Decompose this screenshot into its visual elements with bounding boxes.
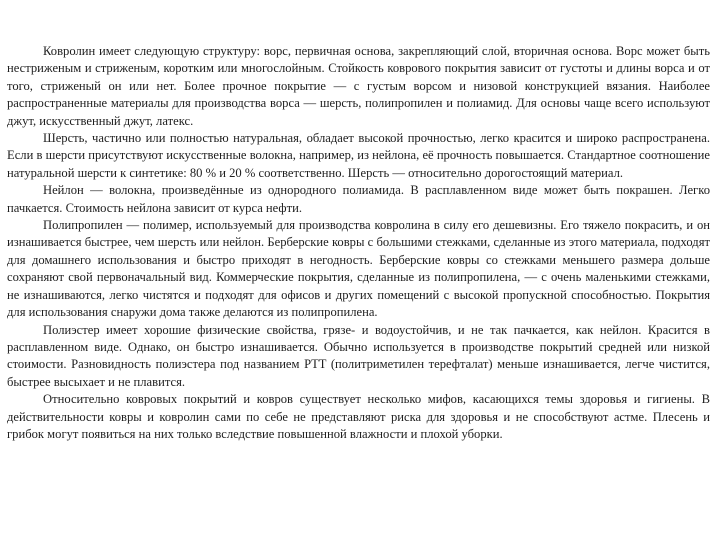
paragraph-structure: Ковролин имеет следующую структуру: ворс, первичная основа, закрепляющий слой, вторичная основа. Ворс может быть нестриженым и стриженым, коротким или многослойным. Стойкость коврового покрытия зависит от густоты и длины ворса и от того, стриженый он или нет. Более прочное покрытие — с густым ворсом и низовой конструкцией вязания. Наиболее распространенные материалы для производства ворса — шерсть, полипропилен и полиамид. Для основы чаще всего используют джут, искусственный джут, латекс. [7, 44, 710, 128]
paragraph-polyester: Полиэстер имеет хорошие физические свойства, грязе- и водоустойчив, и не так пачкается, как нейлон. Красится в расплавленном виде. Однако, он быстро изнашивается. Обычно используется в производстве покрытий средней или низкой стоимости. Разновидность полиэстера под названием PTT (политриметилен терефталат) меньше изнашивается, легче чистится, быстрее высыхает и не плавится. [7, 322, 710, 389]
paragraph-health-myths: Относительно ковровых покрытий и ковров существует несколько мифов, касающихся темы здоровья и гигиены. В действительности ковры и ковролин сами по себе не представляют риска для здоровья и не способствуют астме. Плесень и грибок могут появиться на них только вследствие повышенной влажности и плохой уборки. [7, 392, 710, 441]
document-page [7, 43, 710, 443]
paragraph-polypropylene: Полипропилен — полимер, используемый для производства ковролина в силу его дешевизны. Его тяжело покрасить, и он изнашивается быстрее, чем шерсть или нейлон. Берберские ковры с большими стежками, сделанные из этого материала, подходят для домашнего использования и быстро приходят в негодность. Берберские ковры со стежками меньшего размера дольше сохраняют свой первоначальный вид. Коммерческие покрытия, сделанные из полипропилена, — с очень маленькими стежками, не изнашиваются, легко чистятся и подходят для офисов и других помещений с высокой пропускной способностью. Покрытия для использования снаружи дома также делаются из полипропилена. [7, 218, 710, 320]
paragraph-wool: Шерсть, частично или полностью натуральная, обладает высокой прочностью, легко красится и широко распространена. Если в шерсти присутствуют искусственные волокна, например, из нейлона, её прочность повышается. Стандартное соотношение натуральной шерсти к синтетике: 80 % и 20 % соответственно. Шерсть — относительно дорогостоящий материал. [7, 131, 710, 180]
paragraph-nylon: Нейлон — волокна, произведённые из однородного полиамида. В расплавленном виде может быть покрашен. Легко пачкается. Стоимость нейлона зависит от курса нефти. [7, 183, 710, 215]
